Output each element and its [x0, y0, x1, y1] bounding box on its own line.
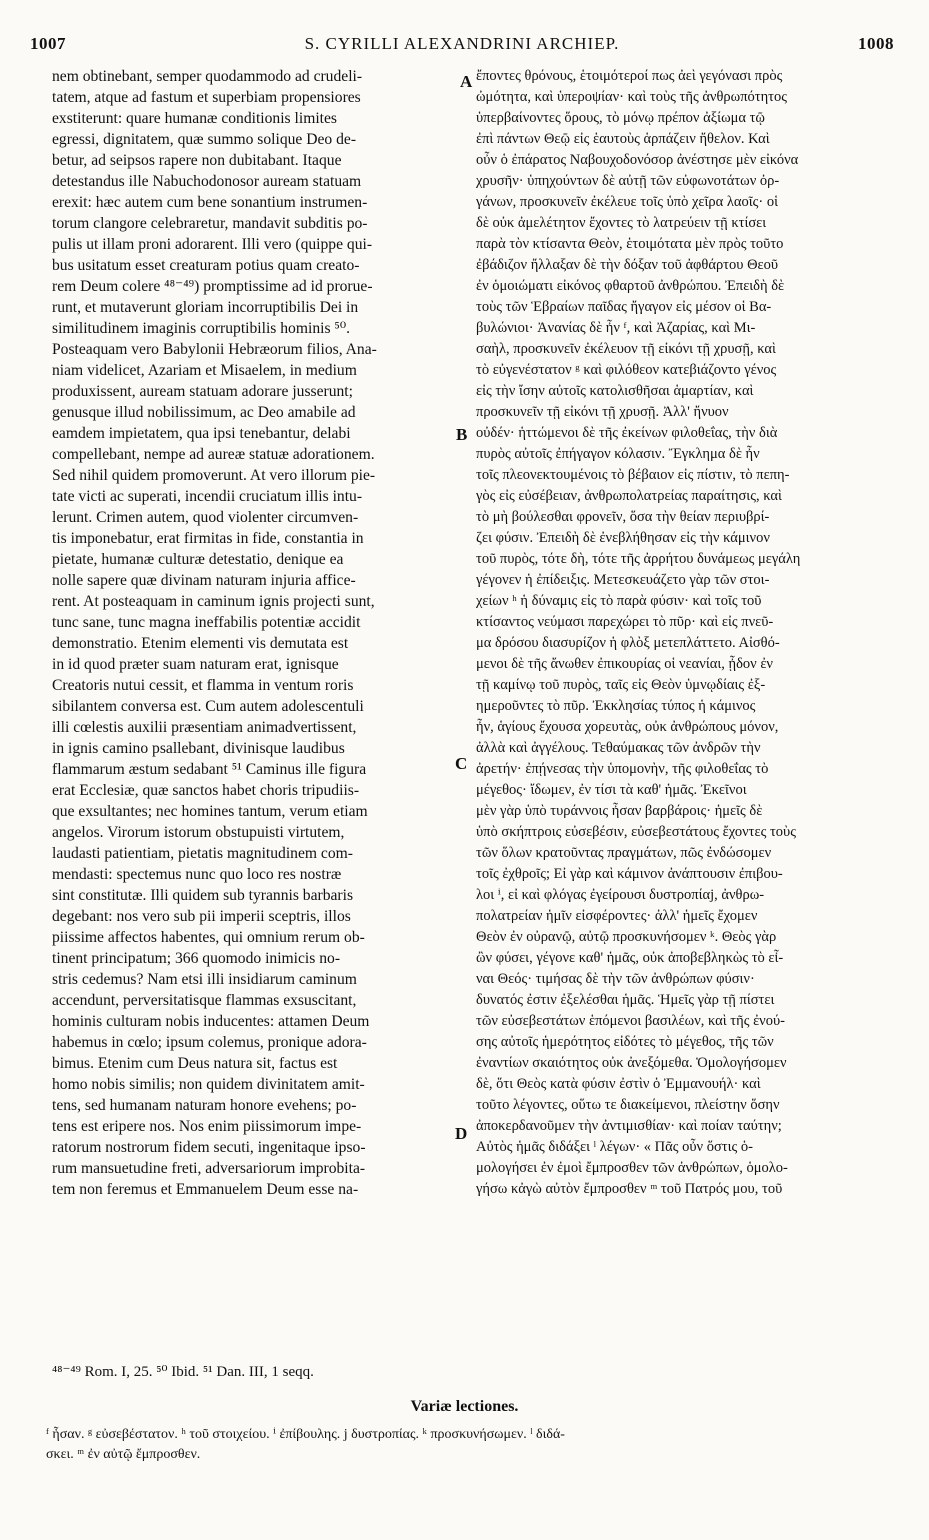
- latin-text-line: habemus in cœlo; ipsum colemus, pronique adora-: [52, 1034, 367, 1051]
- greek-text-line: ἀποκερδανοῦμεν τὴν ἀντιμισθίαν· καὶ ποίαν ταύτην;: [476, 1118, 782, 1134]
- greek-text-line: ὑπὸ σκήπτροις εὐσεβέσιν, εὐσεβεστάτους ἔχοντες τοὺς: [476, 824, 796, 840]
- footnotes: ⁴⁸⁻⁴⁹ Rom. I, 25. ⁵⁰ Ibid. ⁵¹ Dan. III, 1 seqq.: [52, 1364, 314, 1380]
- latin-text-line: tatem, atque ad fastum et superbiam propensiores: [52, 89, 361, 106]
- greek-text-line: τοῦτο λέγοντες, οὕτω τε διακείμενοι, πλείστην ὅσην: [476, 1097, 780, 1113]
- greek-text-line: μα δρόσου διασυρίζον ἡ φλὸξ μετεπλάττετο. Αἰσθό-: [476, 635, 780, 651]
- latin-text-line: tens, sed humanam naturam honore evehens; po-: [52, 1097, 357, 1114]
- greek-text-line: ἐπὶ πάντων Θεῷ εἰς ἑαυτοὺς ἁρπάζειν ἤθελον. Καὶ: [476, 131, 770, 147]
- latin-text-line: tem non feremus et Emmanuelem Deum esse na-: [52, 1181, 359, 1198]
- latin-text-line: Sed nihil quidem promoverunt. At vero illorum pie-: [52, 467, 376, 484]
- page-number-right: 1008: [858, 34, 894, 53]
- greek-text-line: τῇ καμίνῳ τοῦ πυρὸς, ταῖς εἰς Θεὸν ὑμνῳδίαις ἐξ-: [476, 677, 766, 693]
- latin-text-line: pietate, humanæ culturæ detestatio, denique ea: [52, 551, 344, 568]
- greek-text-line: ὠμότητα, καὶ ὑπεροψίαν· καὶ τοὺς τῆς ἀνθρωπότητος: [476, 89, 787, 105]
- latin-text-line: tens est eripere nos. Nos enim piissimorum impe-: [52, 1118, 362, 1135]
- greek-text-line: πολατρείαν ἡμῖν εἰσφέροντες· ἀλλ' ἡμεῖς ἔχομεν: [476, 908, 758, 924]
- greek-column: [476, 66, 896, 1200]
- variae-lectiones: [46, 1425, 896, 1465]
- latin-text-line: exstiterunt: quare humanæ conditionis limites: [52, 110, 337, 127]
- greek-text-line: χείων ʰ ἡ δύναμις εἰς τὸ παρὰ φύσιν· καὶ τοῖς τοῦ: [476, 593, 762, 609]
- latin-text-line: betur, ad seipsos rapere non dubitabant. Itaque: [52, 152, 342, 169]
- greek-text-line: μὲν γὰρ ὑπὸ τυράννοις ἦσαν βαρβάροις· ἡμεῖς δὲ: [476, 803, 763, 819]
- latin-text-line: Creatoris nutui cessit, et flamma in ventum roris: [52, 677, 354, 694]
- latin-text-line: demonstratio. Etenim elementi vis demutata est: [52, 635, 349, 652]
- greek-text-line: προσκυνεῖν τῇ εἰκόνι τῇ χρυσῇ. Ἀλλ' ἤνυον: [476, 404, 729, 420]
- latin-text-line: laudasti patientiam, pietatis magnitudinem com-: [52, 845, 353, 862]
- greek-text-line: μενοι δὲ τῆς ἄνωθεν ἐπικουρίας οἱ νεανίαι, ᾖδον ἐν: [476, 656, 773, 672]
- greek-text-line: χρυσῆν· ὑπηχούντων δὲ αὐτῇ τῶν εὐφωνοτάτων ὀρ-: [476, 173, 780, 189]
- latin-text-line: que exsultantes; nec homines tantum, verum etiam: [52, 803, 368, 820]
- latin-text-line: homo nobis similis; non quidem divinitatem amit-: [52, 1076, 365, 1093]
- greek-text-line: βυλώνιοι· Ἀνανίας δὲ ἦν ᶠ, καὶ Ἀζαρίας, καὶ Μι-: [476, 320, 756, 336]
- greek-text-line: γήσω κἀγὼ αὐτὸν ἔμπροσθεν ᵐ τοῦ Πατρός μου, τοῦ: [476, 1181, 783, 1197]
- greek-text-line: ζει φύσιν. Ἐπειδὴ δὲ ἐνεβλήθησαν εἰς τὴν κάμινον: [476, 530, 770, 546]
- greek-text-line: ἔποντες θρόνους, ἑτοιμότεροί πως ἀεὶ γεγόνασι πρὸς: [476, 68, 783, 84]
- latin-text-line: mendasti: spectemus nunc quo loco res nostræ: [52, 866, 342, 883]
- latin-text-line: similitudinem imaginis corruptibilis hominis ⁵⁰.: [52, 320, 351, 337]
- greek-text-line: σαὴλ, προσκυνεῖν ἐκέλευον τῇ εἰκόνι τῇ χρυσῇ, καὶ: [476, 341, 776, 357]
- greek-text-line: τὸ εὐγενέστατον ᵍ καὶ φιλόθεον κατεβιάζοντο γένος: [476, 362, 777, 378]
- latin-text-line: eamdem impietatem, qua ipsi tenebantur, delabi: [52, 425, 351, 442]
- latin-text-line: lerunt. Crimen autem, quod violenter circumven-: [52, 509, 359, 526]
- latin-text-line: compellebant, nempe ad aureæ statuæ adorationem.: [52, 446, 375, 463]
- greek-text-line: Θεὸν ἐν οὐρανῷ, αὐτῷ προσκυνήσομεν ᵏ. Θεὸς γὰρ: [476, 929, 777, 945]
- greek-text-line: γάνων, προσκυνεῖν ἐκέλευε τοῖς ὑπὸ χεῖρα λαοῖς· οἱ: [476, 194, 778, 210]
- latin-text-line: flammarum æstum sedabant ⁵¹ Caminus ille figura: [52, 761, 367, 778]
- latin-text-line: runt, et mutaverunt gloriam incorruptibilis Dei in: [52, 299, 359, 316]
- greek-text-line: ὢν φύσει, γέγονε καθ' ἡμᾶς, οὐκ ἀποβεβληκὼς τὸ εἶ-: [476, 950, 784, 966]
- greek-text-line: τοῖς πλεονεκτουμένοις τὸ βέβαιον εἰς πίστιν, τὸ πεπη-: [476, 467, 790, 483]
- latin-text-line: tinent principatum; 366 quomodo inimicis no-: [52, 950, 341, 967]
- greek-text-line: τὸ μὴ βούλεσθαι φρονεῖν, ὅσα τὴν θείαν περιυβρί-: [476, 509, 770, 525]
- latin-text-line: nolle sapere quæ divinam naturam injuria affice-: [52, 572, 356, 589]
- greek-text-line: ἐν ὁμοιώματι εἰκόνος φθαρτοῦ ἀνθρώπου. Ἐπειδὴ δὲ: [476, 278, 785, 294]
- latin-text-line: ratorum nostrorum fidem secuti, ingenitaque ipso-: [52, 1139, 366, 1156]
- greek-text-line: κτίσαντος νεύμασι παρεχώρει τὸ πῦρ· καὶ εἰς πνεῦ-: [476, 614, 774, 630]
- latin-text-line: erat Ecclesiæ, quæ sanctos habet choris tripudiis-: [52, 782, 360, 799]
- greek-text-line: σης αὐτοῖς ἡμερότητος εἰδότες τὸ μέγεθος, τῆς τῶν: [476, 1034, 774, 1050]
- latin-text-line: sibilantem conversa est. Cum autem adolescentuli: [52, 698, 364, 715]
- greek-text-line: δὲ οὐκ ἀμελέτητον ἔχοντες τὸ λατρεύειν τῇ κτίσει: [476, 215, 767, 231]
- latin-text-line: degebant: nos vero sub pii imperii sceptris, illos: [52, 908, 351, 925]
- greek-text-line: πυρὸς αὐτοῖς ἐπήγαγον κόλασιν. Ἔγκλημα δὲ ἦν: [476, 446, 760, 462]
- greek-text-line: ἀρετήν· ἐπῄνεσας τὴν ὑπομονὴν, τῆς φιλοθεΐας τὸ: [476, 761, 769, 777]
- latin-text-line: niam videlicet, Azariam et Misaelem, in medium: [52, 362, 357, 379]
- margin-marker-b: B: [456, 425, 468, 444]
- greek-text-line: οὐδέν· ἡττώμενοι δὲ τῆς ἐκείνων φιλοθεΐας, τὴν διὰ: [476, 425, 778, 441]
- greek-text-line: ἐβάδιζον ἤλλαξαν δὲ τὴν δόξαν τοῦ ἀφθάρτου Θεοῦ: [476, 257, 779, 273]
- latin-text-line: tate victi ac superati, incendii cruciatum illis intu-: [52, 488, 363, 505]
- variae-lectiones-title: Variæ lectiones.: [410, 1398, 519, 1415]
- latin-text-line: torum clangore celebraretur, mandavit subditis po-: [52, 215, 368, 232]
- greek-text-line: ημεροῦντες τὸ πῦρ. Ἐκκλησίας τύπος ἡ κάμινος: [476, 698, 756, 714]
- latin-text-line: rent. At posteaquam in caminum ignis projecti sunt,: [52, 593, 375, 610]
- latin-text-line: in id quod præter suam naturam erat, ignisque: [52, 656, 339, 673]
- greek-text-line: δὲ, ὅτι Θεὸς κατὰ φύσιν ἐστὶν ὁ Ἐμμανουήλ· καὶ: [476, 1076, 761, 1092]
- margin-marker-a: A: [460, 72, 473, 91]
- latin-text-line: Posteaquam vero Babylonii Hebræorum filios, Ana-: [52, 341, 377, 358]
- latin-text-line: produxissent, auream statuam adorare jusserunt;: [52, 383, 353, 400]
- greek-text-line: δυνατός ἐστιν ἐξελέσθαι ἡμᾶς. Ἡμεῖς γὰρ τῇ πίστει: [476, 992, 775, 1008]
- latin-text-line: tunc sane, tunc magna ineffabilis potentiæ accidit: [52, 614, 361, 631]
- latin-text-line: egressi, dignitatem, quæ summo solique Deo de-: [52, 131, 357, 148]
- latin-text-line: tis imponebatur, erat firmitas in fide, constantia in: [52, 530, 364, 547]
- greek-text-line: τοῖς ἐχθροῖς; Εἰ γὰρ καὶ κάμινον ἀνάπτουσιν ἐπιβου-: [476, 866, 783, 882]
- latin-text-line: stris cedemus? Nam etsi illi insidiarum caminum: [52, 971, 357, 988]
- greek-text-line: λοι ⁱ, εἰ καὶ φλόγας ἐγείρουσι δυστροπίαϳ, ἀνθρω-: [476, 887, 765, 903]
- variant-reading-line: ᶠ ἦσαν. ᵍ εὐσεβέστατον. ʰ τοῦ στοιχείου. ⁱ ἐπίβουλης. ϳ δυστροπίας. ᵏ προσκυνήσωμεν. ˡ διδά-: [46, 1427, 565, 1442]
- greek-text-line: ναι Θεός· τιμήσας δὲ τὴν τῶν ἀνθρώπων φύσιν·: [476, 971, 755, 987]
- greek-text-line: γὸς εἰς εὐσέβειαν, ἀνθρωπολατρείας παραίτησις, καὶ: [476, 488, 782, 504]
- greek-text-line: οὖν ὁ ἐπάρατος Ναβουχοδονόσορ ἀνέστησε μὲν εἰκόνα: [476, 152, 799, 168]
- margin-marker-c: C: [455, 754, 468, 773]
- greek-text-line: παρὰ τὸν κτίσαντα Θεὸν, ἑτοιμότατα μὲν πρὸς τοῦτο: [476, 236, 784, 252]
- latin-text-line: illi cœlestis auxilii præsentiam animadvertissent,: [52, 719, 357, 736]
- latin-text-line: rum mansuetudine freti, adversariorum improbita-: [52, 1160, 366, 1177]
- greek-text-line: Αὐτὸς ἡμᾶς διδάξει ˡ λέγων· « Πᾶς οὖν ὅστις ὁ-: [476, 1139, 753, 1155]
- running-title: S. CYRILLI ALEXANDRINI ARCHIEP.: [304, 34, 620, 53]
- greek-text-line: εἰς τὴν ἴσην αὐτοῖς κατολισθῆσαι ἁμαρτίαν, καὶ: [476, 383, 754, 399]
- greek-text-line: ὑπερβαίνοντες ὅρους, τὸ μόνῳ πρέπον ἀξίωμα τῷ: [476, 110, 765, 126]
- latin-text-line: in ignis camino psallebant, divinisque laudibus: [52, 740, 345, 757]
- page-header: [30, 34, 894, 58]
- variant-reading-line: σκει. ᵐ ἐν αὐτῷ ἔμπροσθεν.: [46, 1447, 201, 1462]
- latin-column: [52, 66, 456, 1200]
- margin-marker-d: D: [455, 1124, 468, 1143]
- latin-text-line: rem Deum colere ⁴⁸⁻⁴⁹) promptissime ad id proruе-: [52, 278, 373, 295]
- latin-text-line: nem obtinebant, semper quodammodo ad crudeli-: [52, 68, 363, 85]
- page-number-left: 1007: [30, 34, 66, 53]
- latin-text-line: piissime affectos habentes, qui omnium rerum ob-: [52, 929, 365, 946]
- latin-text-line: pulis ut illam proni adorarent. Illi vero (quippe qui-: [52, 236, 373, 253]
- greek-text-line: μολογήσει ἐν ἐμοὶ ἔμπροσθεν τῶν ἀνθρώπων, ὁμολο-: [476, 1160, 788, 1176]
- greek-text-line: γέγονεν ἡ ἐπίδειξις. Μετεσκευάζετο γὰρ τῶν στοι-: [476, 572, 770, 588]
- greek-text-line: ἦν, ἁγίους ἔχουσα χορευτὰς, οὐκ ἀνθρώπους μόνον,: [476, 719, 779, 735]
- greek-text-line: τῶν ὅλων κρατοῦντας πραγμάτων, πῶς ἐνδώσομεν: [476, 845, 772, 861]
- latin-text-line: genusque illud nobilissimum, ac Deo amabile ad: [52, 404, 356, 421]
- greek-text-line: ἐναντίων σκαιότητος οὐκ ἀνεξόμεθα. Ὁμολογήσομεν: [476, 1055, 787, 1071]
- latin-text-line: accendunt, perversitatisque flammas exsuscitant,: [52, 992, 357, 1009]
- latin-text-line: bimus. Etenim cum Deus natura sit, factus est: [52, 1055, 338, 1072]
- greek-text-line: τοῦ πυρὸς, τότε δὴ, τότε τῆς ἀρρήτου δυνάμεως μεγάλη: [476, 551, 801, 567]
- latin-text-line: hominis culturam nobis inducentes: attamen Deum: [52, 1013, 370, 1030]
- greek-text-line: ἀλλὰ καὶ ἀγγέλους. Τεθαύμακας τῶν ἀνδρῶν τὴν: [476, 740, 761, 756]
- greek-text-line: μέγεθος· ἴδωμεν, ἐν τίσι τὰ καθ' ἡμᾶς. Ἐκεῖνοι: [476, 782, 747, 798]
- greek-text-line: τοὺς τῶν Ἑβραίων παῖδας ἤγαγον εἰς μέσον οἱ Βα-: [476, 299, 772, 315]
- latin-text-line: angelos. Virorum istorum obstupuisti virtutem,: [52, 824, 345, 841]
- latin-text-line: bus usitatum esset creaturam potius quam creato-: [52, 257, 360, 274]
- latin-text-line: erexit: hæc autem cum bene sonantium instrumen-: [52, 194, 368, 211]
- greek-text-line: τῶν εὐσεβεστάτων ἑπόμενοι βασιλέων, καὶ τῆς ἐνού-: [476, 1013, 785, 1029]
- latin-text-line: detestandus ille Nabuchodonosor auream statuam: [52, 173, 362, 190]
- latin-text-line: sint constitutæ. Illi quidem sub tyrannis barbaris: [52, 887, 354, 904]
